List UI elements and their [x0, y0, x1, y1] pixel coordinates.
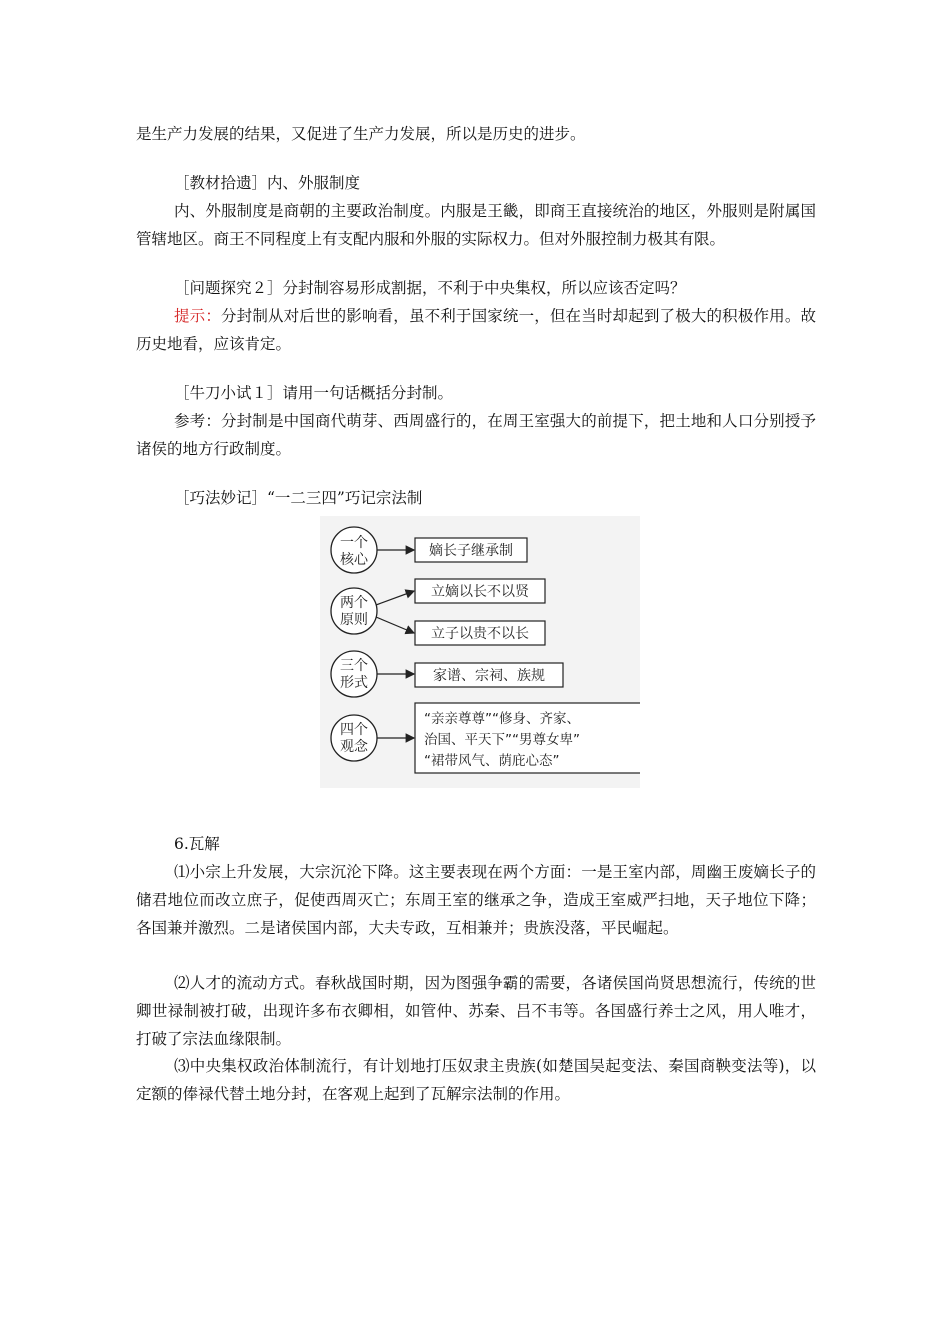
- section-title-inquiry: ［问题探究２］分封制容易形成割据，不利于中央集权，所以应该否定吗？: [174, 279, 686, 297]
- box-forms-text: 家谱、宗祠、族规: [433, 668, 545, 684]
- paragraph-hint: [136, 302, 816, 358]
- node-forms-line1: 三个: [340, 658, 368, 674]
- node-rules-line2: 原则: [340, 612, 368, 628]
- section-title-collapse: 6.瓦解: [174, 835, 220, 853]
- box-ideas-line3: “裙带风气、荫庇心态”: [424, 753, 560, 769]
- node-core-line1: 一个: [340, 535, 368, 551]
- arrow-rule2: [376, 617, 414, 633]
- paragraph-textbook-body: 内、外服制度是商朝的主要政治制度。内服是王畿，即商王直接统治的地区，外服则是附属国管辖地区。商王不同程度上有支配内服和外服的实际权力。但对外服控制力极其有限。: [136, 202, 816, 248]
- paragraph-collapse-3: ⑶中央集权政治体制流行，有计划地打压奴隶主贵族(如楚国吴起变法、秦国商鞅变法等)，以定额的俸禄代替土地分封，在客观上起到了瓦解宗法制的作用。: [136, 1057, 816, 1103]
- clan-system-diagram: [320, 516, 640, 788]
- box-ideas-line2: 治国、平天下”“男尊女卑”: [424, 732, 580, 748]
- arrow-rule1: [376, 591, 414, 605]
- node-core-line2: 核心: [340, 552, 368, 568]
- box-ideas-line1: “亲亲尊尊”“修身、齐家、: [424, 711, 580, 727]
- node-forms-line2: 形式: [340, 675, 368, 691]
- node-rules-line1: 两个: [340, 595, 368, 611]
- paragraph-collapse-1: ⑴小宗上升发展，大宗沉沦下降。这主要表现在两个方面：一是王室内部，周幽王废嫡长子的储君地位而改立庶子，促使西周灭亡；东周王室的继承之争，造成王室威严扫地，天子地位下降；各国兼并激烈。二是诸侯国内部，大夫专政，互相兼并；贵族没落，平民崛起。: [136, 863, 816, 937]
- paragraph-continuation: 是生产力发展的结果，又促进了生产力发展，所以是历史的进步。: [136, 125, 586, 143]
- hint-label: 提示：: [174, 307, 221, 325]
- section-title-textbook: ［教材拾遗］内、外服制度: [174, 174, 361, 192]
- paragraph-collapse-2: ⑵人才的流动方式。春秋战国时期，因为图强争霸的需要，各诸侯国尚贤思想流行，传统的世卿世禄制被打破，出现许多布衣卿相，如管仲、苏秦、吕不韦等。各国盛行养士之风，用人唯才，打破了宗法血缘限制。: [136, 974, 816, 1048]
- box-rule1-text: 立嫡以长不以贤: [431, 584, 529, 600]
- section-title-mnemonic: ［巧法妙记］“一二三四”巧记宗法制: [174, 489, 423, 507]
- hint-body: 分封制从对后世的影响看，虽不利于国家统一，但在当时却起到了极大的积极作用。故历史地看，应该肯定。: [136, 307, 816, 353]
- diagram-svg: [320, 516, 640, 788]
- section-title-practice: ［牛刀小试１］请用一句话概括分封制。: [174, 384, 454, 402]
- node-ideas-line2: 观念: [340, 739, 368, 755]
- box-rule2-text: 立子以贵不以长: [431, 626, 529, 642]
- node-ideas-line1: 四个: [340, 722, 368, 738]
- box-core-text: 嫡长子继承制: [429, 543, 513, 559]
- paragraph-practice-answer: 参考：分封制是中国商代萌芽、西周盛行的，在周王室强大的前提下，把土地和人口分别授予诸侯的地方行政制度。: [136, 412, 816, 458]
